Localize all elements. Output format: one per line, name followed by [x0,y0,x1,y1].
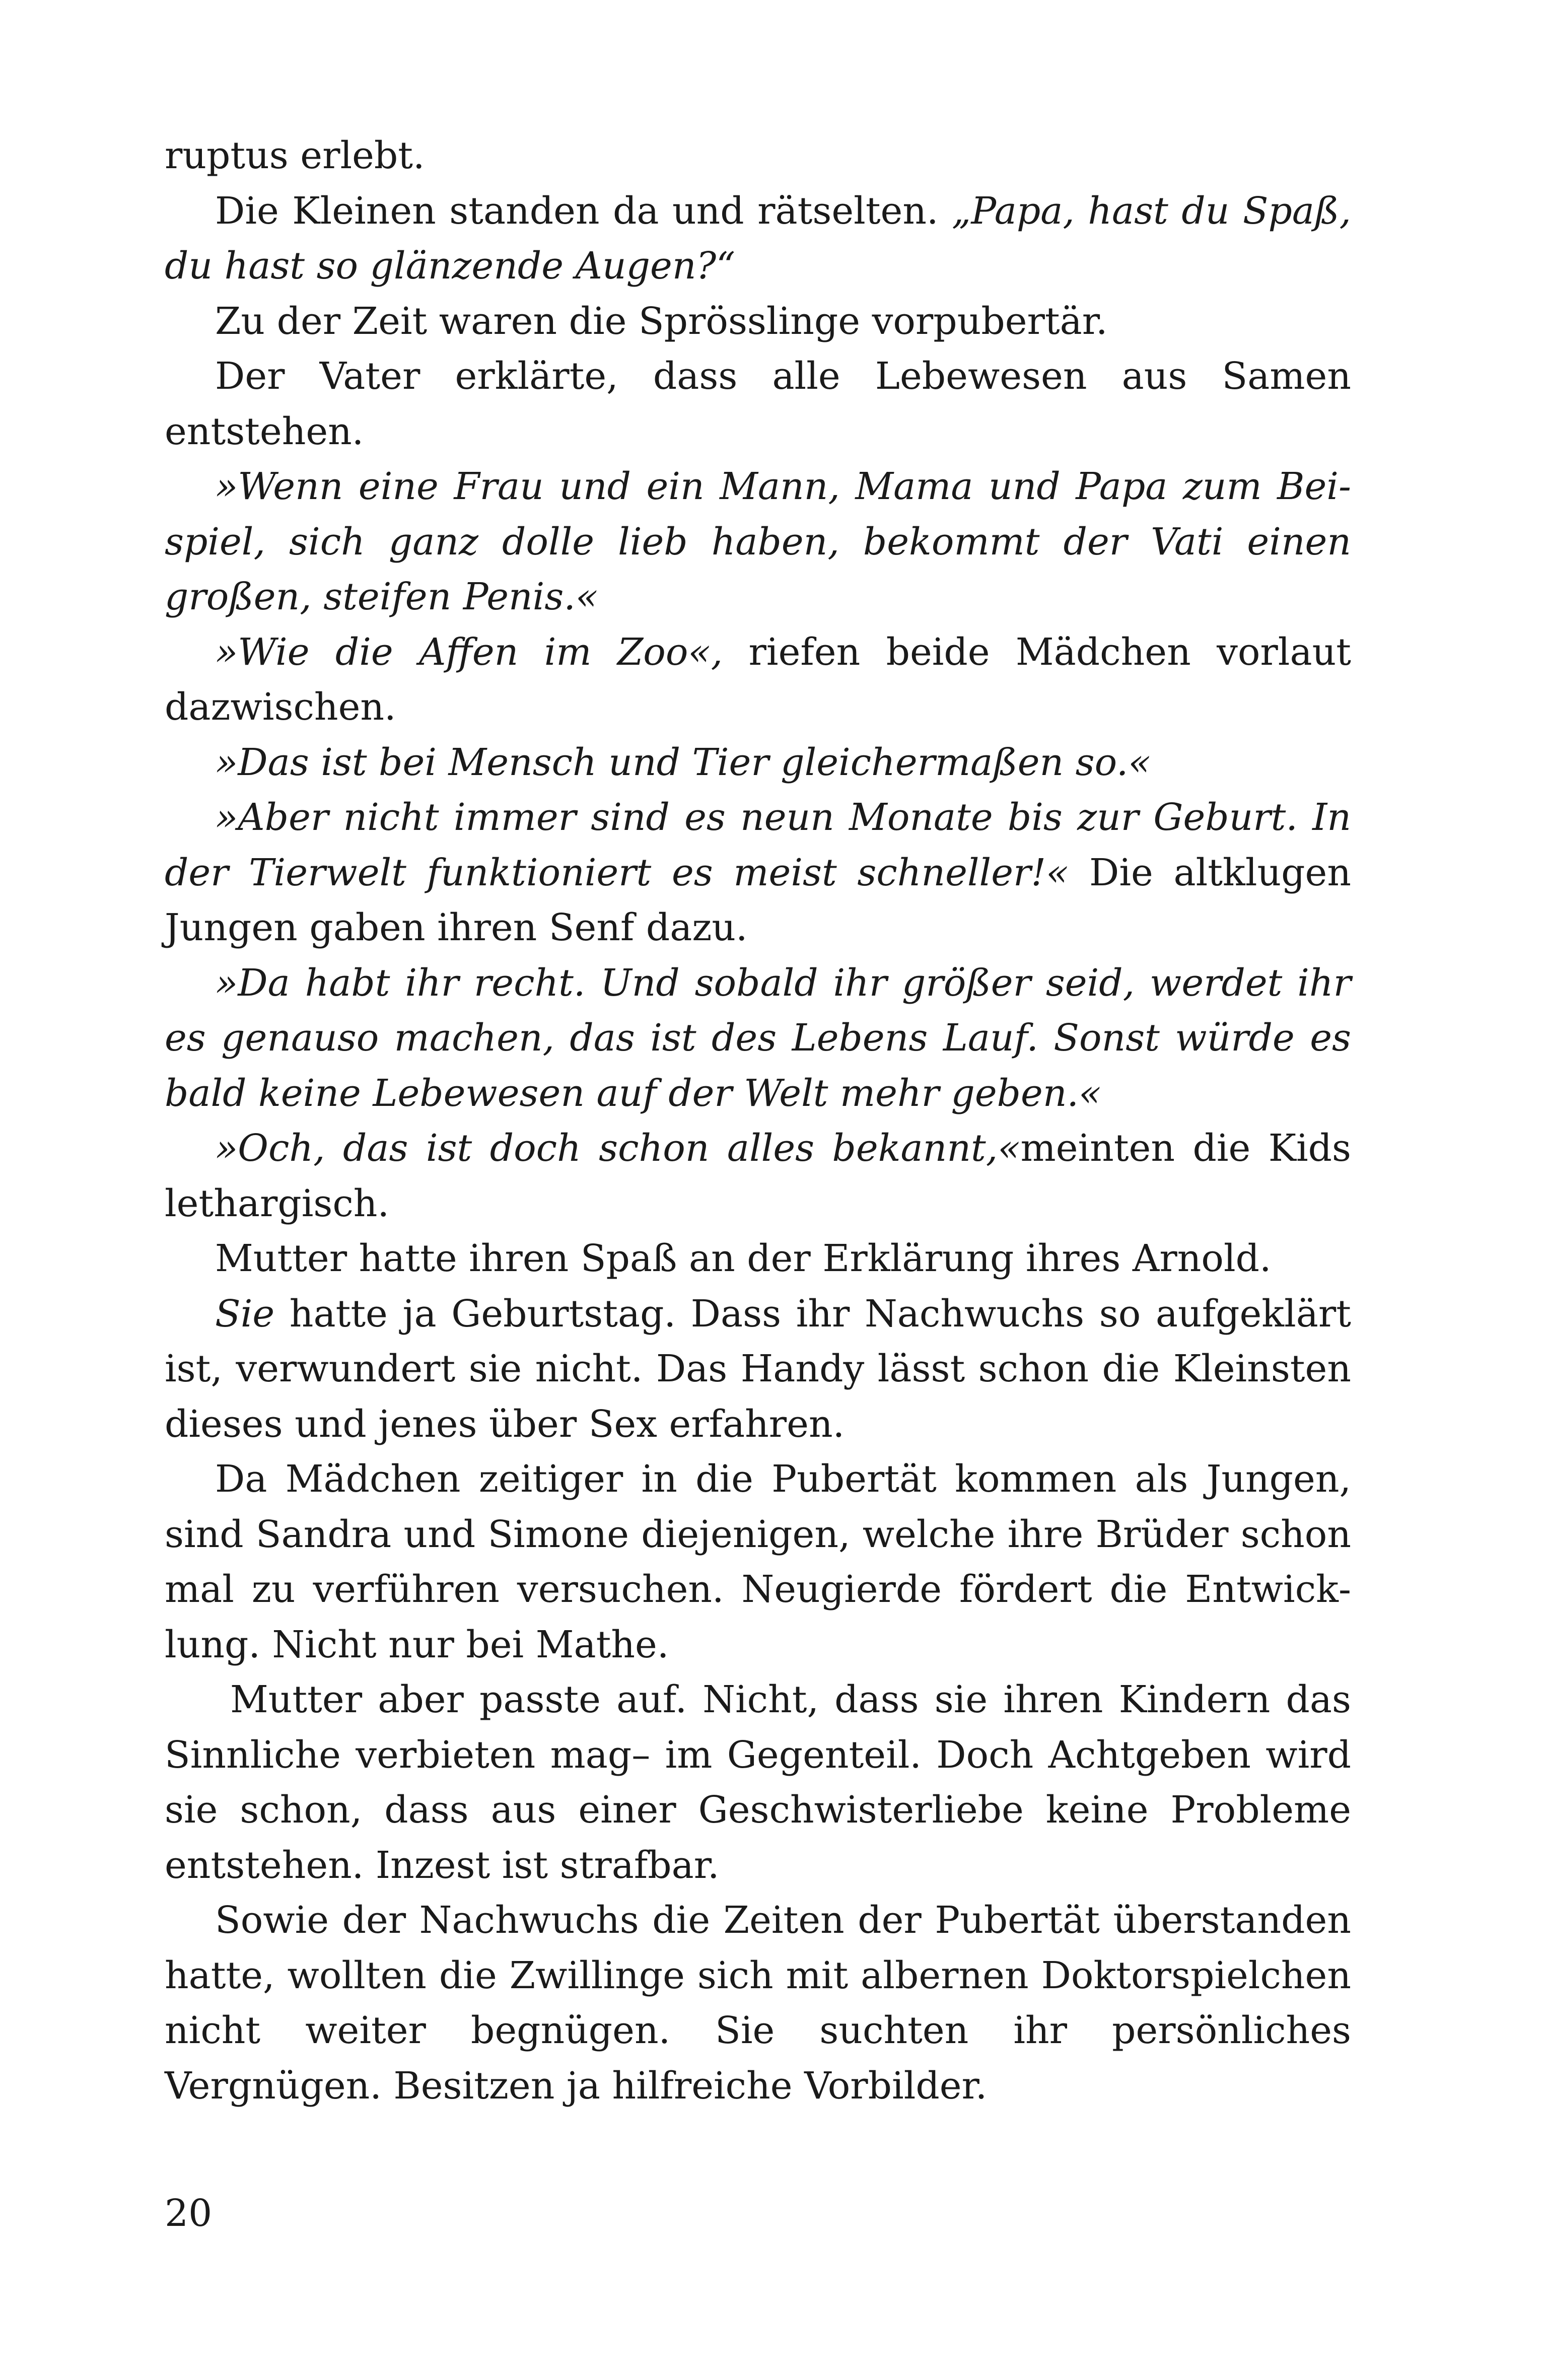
italic-text: »Wie die Affen im Zoo«, [215,630,749,674]
paragraph [165,956,1351,1122]
text-run: ruptus erlebt. [165,134,425,177]
paragraph [165,294,1351,349]
text-run: Mutter aber passte auf. Nicht, dass sie ihren Kindern das Sinnliche verbieten mag– im Gegenteil. Doch Achtgeben wird sie schon, dass aus einer Geschwisterliebe keine Probleme entstehen. Inzest ist strafbar. [165,1678,1351,1887]
paragraph [165,1672,1351,1893]
paragraph [165,184,1351,294]
italic-text: »Och, das ist doch schon alles bekannt,« [215,1127,1021,1170]
paragraph [165,1452,1351,1672]
paragraph [165,128,1351,184]
paragraph [165,1893,1351,2114]
paragraph [165,625,1351,735]
paragraph [165,1231,1351,1287]
paragraph [165,349,1351,459]
italic-text: Sie [215,1292,275,1336]
paragraph [165,1287,1351,1452]
text-run: Die altklugen Jungen gaben ihren Senf dazu. [165,851,1351,949]
text-run: Mutter hatte ihren Spaß an der Erklärung ihres Arnold. [215,1237,1272,1280]
paragraph [165,1121,1351,1231]
italic-text: »Wenn eine Frau und ein Mann, Mama und Papa zum Beispiel, sich ganz dolle lieb haben, bekommt der Vati einen großen, steifen Penis.« [165,465,1351,618]
paragraph [165,790,1351,956]
text-run: riefen beide Mädchen vorlaut dazwischen. [165,630,1351,729]
italic-text: „Papa, hast du Spaß, du hast so glänzende Augen?“ [165,189,1351,288]
italic-text: »Da habt ihr recht. Und sobald ihr größer seid, werdet ihr es genauso machen, das ist des Lebens Lauf. Sonst würde es bald keine Lebewesen auf der Welt mehr geben.« [165,961,1351,1115]
paragraph [165,735,1351,791]
text-run: hatte ja Geburtstag. Dass ihr Nachwuchs so aufgeklärt ist, verwundert sie nicht. Das Handy lässt schon die Kleinsten dieses und jenes über Sex erfahren. [165,1292,1351,1446]
text-run: meinten die Kids lethargisch. [165,1127,1352,1225]
italic-text: »Aber nicht immer sind es neun Monate bis zur Geburt. In der Tierwelt funktioniert es meist schneller!« [165,796,1351,894]
body-text [165,128,1351,2114]
paragraph [165,459,1351,625]
italic-text: »Das ist bei Mensch und Tier gleichermaßen so.« [215,740,1151,784]
text-run: Der Vater erklärte, dass alle Lebewesen aus Samen entstehen. [165,355,1351,453]
text-run: Zu der Zeit waren die Sprösslinge vorpubertär. [215,299,1108,343]
text-run: Die Kleinen standen da und rätselten. [215,189,952,233]
text-run: Da Mädchen zeitiger in die Pubertät kommen als Jungen, sind Sandra und Simone diejenigen, welche ihre Brüder schon mal zu verführen versuchen. Neugierde fördert die Entwicklung. Nicht nur bei Mathe. [165,1457,1351,1666]
text-run: Sowie der Nachwuchs die Zeiten der Pubertät überstanden hatte, wollten die Zwillinge sich mit albernen Doktorspielchen nicht weiter begnügen. Sie suchten ihr persönliches Vergnügen. Besitzen ja hilfreiche Vorbilder. [165,1899,1351,2108]
page-number: 20 [165,2192,213,2235]
